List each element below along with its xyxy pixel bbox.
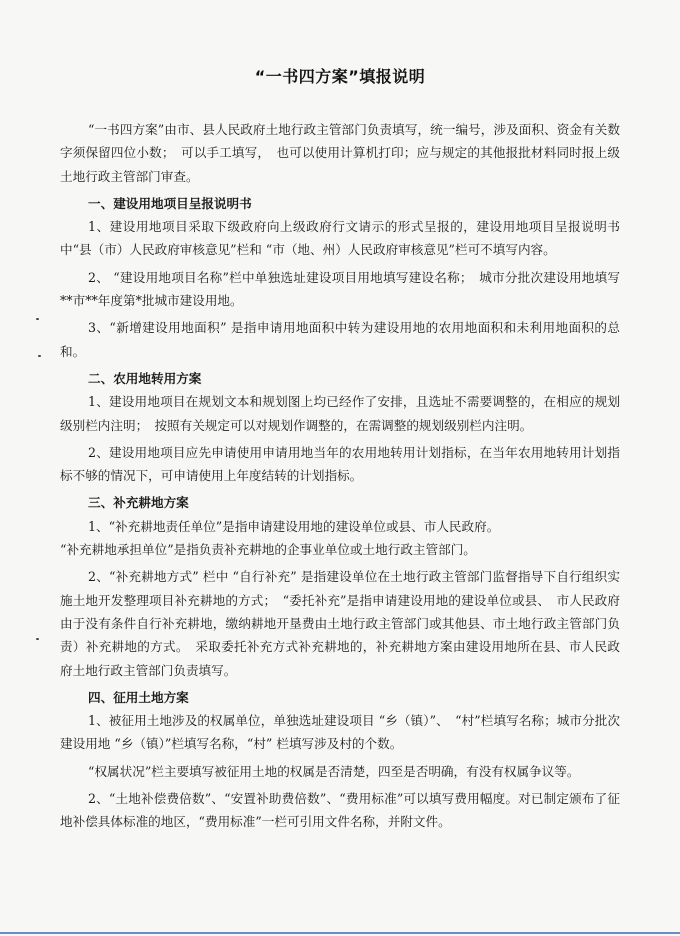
section-3-paragraph-2: “补充耕地承担单位”是指负责补充耕地的企事业单位或土地行政主管部门。 bbox=[60, 542, 476, 558]
section-4-heading: 四、征用土地方案 bbox=[88, 689, 189, 705]
section-4-paragraph-1: 1、被征用土地涉及的权属单位，单独选址建设项目 “乡（镇）”、 “村”栏填写名称；城市分批次建设用地 “乡（镇）”栏填写名称，“村” 栏填写涉及村的个数。 bbox=[60, 713, 620, 752]
scan-speck bbox=[36, 318, 39, 320]
section-1-paragraph-1: 1、建设用地项目采取下级政府向上级政府行文请示的形式呈报的，建设用地项目呈报说明书中“县（市）人民政府审核意见”栏和 “市（地、州）人民政府审核意见”栏可不填写内容。 bbox=[60, 219, 620, 258]
page-bottom-border bbox=[0, 932, 680, 934]
section-3-heading: 三、补充耕地方案 bbox=[88, 495, 189, 511]
document-body bbox=[60, 118, 620, 834]
section-1-heading: 一、建设用地项目呈报说明书 bbox=[88, 195, 252, 211]
section-2-heading: 二、农用地转用方案 bbox=[88, 370, 202, 386]
section-4-paragraph-3: 2、“土地补偿费倍数”、“安置补助费倍数”、“费用标准”可以填写费用幅度。对已制定颁布了征地补偿具体标准的地区，“费用标准”一栏可引用文件名称，并附文件。 bbox=[60, 791, 620, 830]
scan-speck bbox=[38, 355, 41, 357]
section-1-paragraph-2: 2、 “建设用地项目名称”栏中单独选址建设项目用地填写建设名称； 城市分批次建设用地填写**市**年度第*批城市建设用地。 bbox=[60, 269, 620, 309]
section-3-paragraph-3: 2、“补充耕地方式” 栏中 “自行补充” 是指建设单位在土地行政主管部门监督指导下自行组织实施土地开发整理项目补充耕地的方式； “委托补充”是指申请建设用地的建设单位或县、 市人民政府由于没有条件自行补充耕地，缴纳耕地开垦费由土地行政主管部门或其他县、市土地行政主管部门负责）补充耕地的方式。 采取委托补充方式补充耕地的，补充耕地方案由建设用地所在县、市人民政府土地行政主管部门负责填写。 bbox=[60, 569, 620, 678]
section-2-paragraph-1: 1、建设用地项目在规划文本和规划图上均已经作了安排，且选址不需要调整的，在相应的规划级别栏内注明； 按照有关规定可以对规划作调整的，在需调整的规划级别栏内注明。 bbox=[60, 394, 620, 433]
intro-paragraph: “一书四方案”由市、县人民政府土地行政主管部门负责填写，统一编号，涉及面积、资金有关数字须保留四位小数； 可以手工填写， 也可以使用计算机打印；应与规定的其他报批材料同时报上级土地行政主管部门审查。 bbox=[60, 122, 620, 184]
scan-speck bbox=[36, 638, 39, 640]
section-4-paragraph-2: “权属状况”栏主要填写被征用土地的权属是否清楚，四至是否明确，有没有权属争议等。 bbox=[88, 763, 580, 779]
document-title: “一书四方案”填报说明 bbox=[254, 67, 426, 86]
section-2-paragraph-2: 2、建设用地项目应先申请使用申请用地当年的农用地转用计划指标，在当年农用地转用计划指标不够的情况下，可申请使用上年度结转的计划指标。 bbox=[60, 444, 620, 484]
section-1-paragraph-3: 3、“新增建设用地面积” 是指申请用地面积中转为建设用地的农用地面积和未利用地面积的总和。 bbox=[60, 320, 620, 359]
section-3-paragraph-1: 1、“补充耕地责任单位”是指申请建设用地的建设单位或县、市人民政府。 bbox=[88, 518, 500, 534]
